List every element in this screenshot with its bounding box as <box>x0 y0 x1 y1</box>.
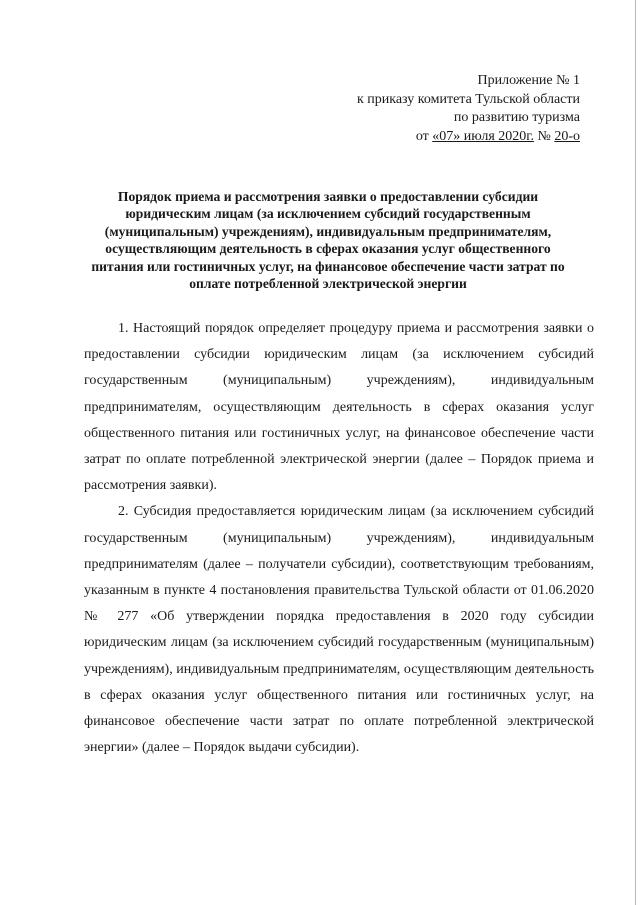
paragraph-2: 2. Субсидия предоставляется юридическим лицам (за исключением субсидий государственным (муниципальным) учреждениям), индивидуальным предпринимателям (далее – получатели субсидии), соответствующим требованиям, указанным в пункте 4 постановления правительства Тульской области от 01.06.2020 № 277 «Об утверждении порядка предоставления в 2020 году субсидии юридическим лицам (за исключением субсидий государственным (муниципальным) учреждениям), индивидуальным предпринимателям, осуществляющим деятельность в сферах оказания услуг общественного питания или гостиничных услуг, на финансовое обеспечение части затрат по оплате потребленной электрической энергии» (далее – Порядок выдачи субсидии). <box>84 504 594 756</box>
paragraph-1: 1. Настоящий порядок определяет процедуру приема и рассмотрения заявки о предоставлении субсидии юридическим лицам (за исключением субсидий государственным (муниципальным) учреждениям), индивидуальным предпринимателям, осуществляющим деятельность в сферах оказания услуг общественного питания или гостиничных услуг, на финансовое обеспечение части затрат по оплате потребленной электрической энергии (далее – Порядок приема и рассмотрения заявки). <box>84 321 594 494</box>
appendix-line-3: по развитию туризма <box>453 110 580 125</box>
order-date: «07» июля 2020г. <box>432 128 534 144</box>
appendix-date-line <box>357 128 580 147</box>
appendix-line-1: Приложение № 1 <box>477 73 580 88</box>
document-title: Порядок приема и рассмотрения заявки о предоставлении субсидии юридическим лицам (за исключением субсидий государственным (муниципальным) учреждениям), индивидуальным предпринимателям, осуществляющим деятельность в сферах оказания услуг общественного питания или гостиничных услуг, на финансовое обеспечение части затрат по оплате потребленной электрической энергии <box>91 189 565 292</box>
document-body <box>84 316 594 761</box>
appendix-header <box>357 72 580 146</box>
date-prefix: от <box>415 128 433 144</box>
number-prefix: № <box>533 128 555 144</box>
page-edge-divider <box>635 0 636 905</box>
order-number: 20-о <box>554 128 580 144</box>
appendix-line-2: к приказу комитета Тульской области <box>356 91 580 107</box>
